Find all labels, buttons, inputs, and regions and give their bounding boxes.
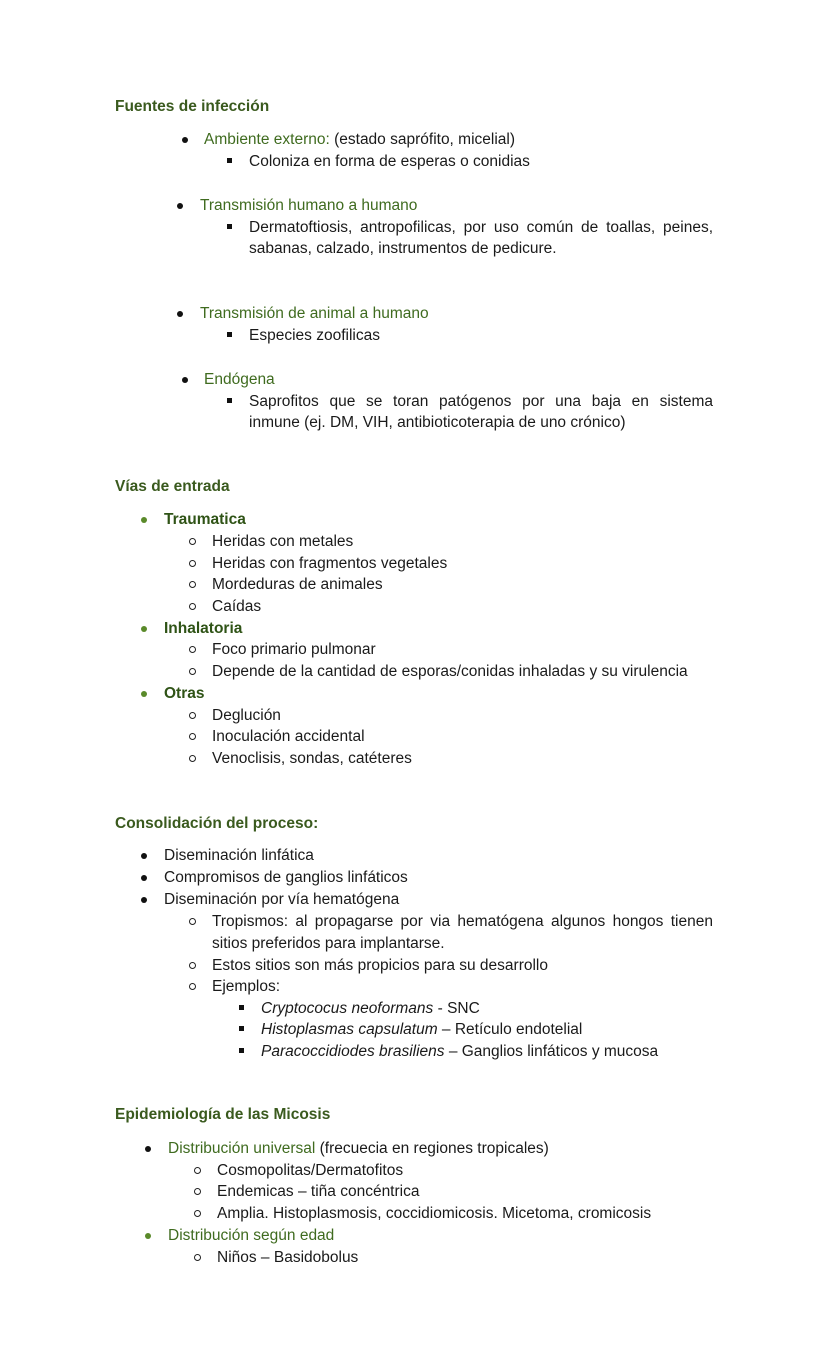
sub-item: Venoclisis, sondas, catéteres <box>212 750 412 767</box>
item-label: Distribución según edad <box>168 1227 335 1244</box>
circle-bullet-icon <box>189 733 196 740</box>
example-item <box>261 1041 658 1062</box>
item-label: Transmisión humano a humano <box>200 197 418 214</box>
species-name: Paracoccidiodes brasiliens <box>261 1043 445 1060</box>
bullet-icon <box>141 853 147 859</box>
bullet-icon <box>182 377 188 383</box>
circle-bullet-icon <box>194 1167 201 1174</box>
example-text: - SNC <box>433 1000 480 1017</box>
square-bullet-icon <box>227 224 232 229</box>
square-bullet-icon <box>239 1048 244 1053</box>
sub-item: Dermatoftiosis, antropofilicas, por uso común de toallas, peines, <box>249 219 713 236</box>
circle-bullet-icon <box>189 646 196 653</box>
sub-item-continuation: sitios preferidos para implantarse. <box>212 935 445 952</box>
item-label: Traumatica <box>164 511 246 528</box>
sub-item: Heridas con fragmentos vegetales <box>212 555 448 572</box>
sub-item-continuation: sabanas, calzado, instrumentos de pedicure. <box>249 240 557 257</box>
item-label: Inhalatoria <box>164 620 243 637</box>
square-bullet-icon <box>239 1005 244 1010</box>
sub-item: Ejemplos: <box>212 978 281 995</box>
bullet-icon <box>182 137 188 143</box>
circle-bullet-icon <box>189 581 196 588</box>
circle-bullet-icon <box>194 1188 201 1195</box>
species-name: Cryptococus neoformans <box>261 1000 434 1017</box>
circle-bullet-icon <box>194 1254 201 1261</box>
list-item: Diseminación por vía hematógena <box>164 891 400 908</box>
circle-bullet-icon <box>189 918 196 925</box>
sub-item: Endemicas – tiña concéntrica <box>217 1183 420 1200</box>
bullet-icon <box>141 517 147 523</box>
example-item <box>261 998 480 1019</box>
circle-bullet-icon <box>194 1210 201 1217</box>
item-text: (estado saprófito, micelial) <box>329 131 516 148</box>
sub-item: Inoculación accidental <box>212 728 365 745</box>
sub-item-continuation: inmune (ej. DM, VIH, antibioticoterapia de uno crónico) <box>249 414 626 431</box>
square-bullet-icon <box>227 398 232 403</box>
heading-fuentes-de-infeccion: Fuentes de infección <box>115 98 270 115</box>
sub-item: Mordeduras de animales <box>212 576 383 593</box>
circle-bullet-icon <box>189 712 196 719</box>
circle-bullet-icon <box>189 983 196 990</box>
item-label: Transmisión de animal a humano <box>200 305 429 322</box>
sub-item: Estos sitios son más propicios para su desarrollo <box>212 957 548 974</box>
sub-item: Cosmopolitas/Dermatofitos <box>217 1162 404 1179</box>
sub-item: Foco primario pulmonar <box>212 641 376 658</box>
item-label: Otras <box>164 685 205 702</box>
circle-bullet-icon <box>189 668 196 675</box>
item-label: Ambiente externo: <box>204 131 330 148</box>
heading-epidemiologia: Epidemiología de las Micosis <box>115 1106 331 1123</box>
sub-item: Tropismos: al propagarse por via hematógena algunos hongos tienen <box>212 913 713 930</box>
example-text: – Ganglios linfáticos y mucosa <box>444 1043 659 1060</box>
sub-item: Especies zoofilicas <box>249 327 380 344</box>
item-text: (frecuecia en regiones tropicales) <box>315 1140 549 1157</box>
heading-vias-de-entrada: Vías de entrada <box>115 478 230 495</box>
bullet-icon <box>141 875 147 881</box>
item-label: Distribución universal <box>168 1140 316 1157</box>
square-bullet-icon <box>239 1026 244 1031</box>
list-item: Diseminación linfática <box>164 847 314 864</box>
circle-bullet-icon <box>189 560 196 567</box>
list-item <box>204 129 515 150</box>
circle-bullet-icon <box>189 603 196 610</box>
sub-item: Saprofitos que se toran patógenos por una baja en sistema <box>249 393 713 410</box>
bullet-icon <box>145 1233 151 1239</box>
sub-item: Depende de la cantidad de esporas/conidas inhaladas y su virulencia <box>212 663 688 680</box>
item-label: Endógena <box>204 371 275 388</box>
square-bullet-icon <box>227 158 232 163</box>
sub-item: Deglución <box>212 707 281 724</box>
bullet-icon <box>141 691 147 697</box>
list-item <box>168 1138 549 1159</box>
bullet-icon <box>145 1146 151 1152</box>
circle-bullet-icon <box>189 755 196 762</box>
bullet-icon <box>141 626 147 632</box>
example-item <box>261 1019 582 1040</box>
example-text: – Retículo endotelial <box>437 1021 583 1038</box>
list-item: Compromisos de ganglios linfáticos <box>164 869 408 886</box>
circle-bullet-icon <box>189 538 196 545</box>
sub-item: Coloniza en forma de esperas o conidias <box>249 153 530 170</box>
square-bullet-icon <box>227 332 232 337</box>
bullet-icon <box>177 311 183 317</box>
bullet-icon <box>177 203 183 209</box>
heading-consolidacion: Consolidación del proceso: <box>115 815 319 832</box>
species-name: Histoplasmas capsulatum <box>261 1021 438 1038</box>
sub-item: Heridas con metales <box>212 533 354 550</box>
sub-item: Caídas <box>212 598 262 615</box>
bullet-icon <box>141 897 147 903</box>
circle-bullet-icon <box>189 962 196 969</box>
sub-item: Amplia. Histoplasmosis, coccidiomicosis. Micetoma, cromicosis <box>217 1205 652 1222</box>
sub-item: Niños – Basidobolus <box>217 1249 359 1266</box>
